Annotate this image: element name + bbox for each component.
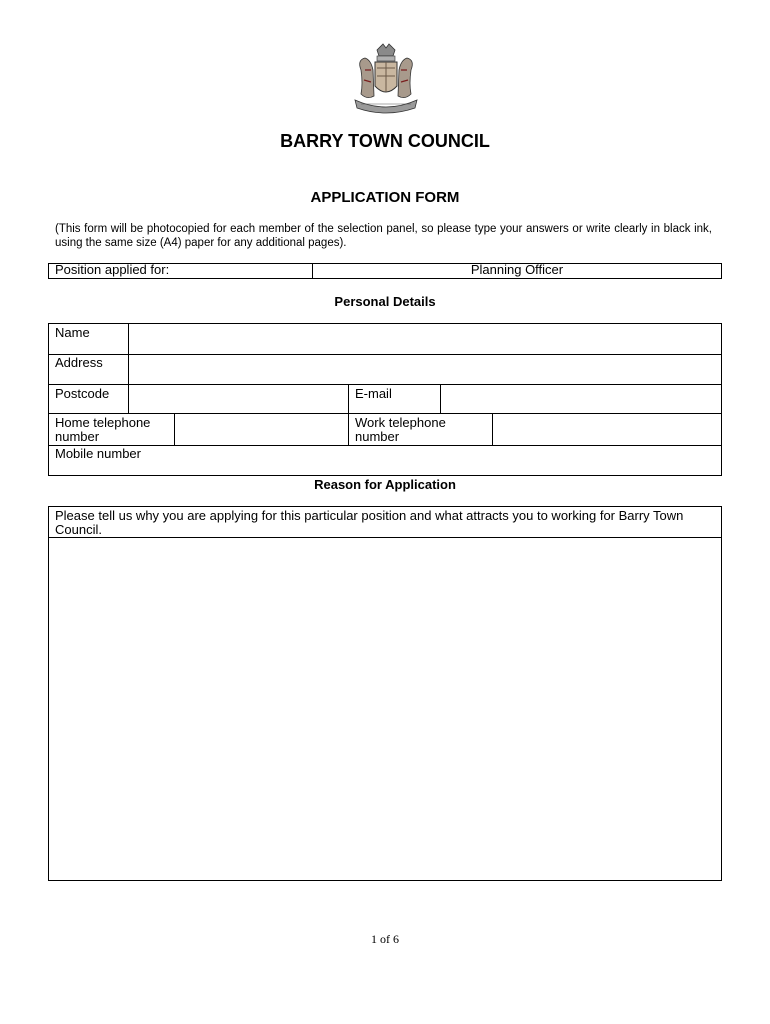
reason-prompt: Please tell us why you are applying for this particular position and what attracts you to working for Barry Town Council.: [55, 508, 684, 537]
coat-of-arms-icon: [347, 40, 425, 118]
reason-heading: Reason for Application: [314, 477, 456, 492]
page-number: 1 of 6: [371, 932, 399, 946]
postcode-input[interactable]: [129, 385, 348, 413]
name-input[interactable]: [129, 324, 721, 354]
position-label: Position applied for:: [55, 262, 170, 277]
intro-text: (This form will be photocopied for each member of the selection panel, so please type your answers or write clearly in black ink, using the same size (A4) paper for any additional pages).: [55, 223, 712, 249]
form-title: APPLICATION FORM: [310, 189, 460, 206]
mobile-input[interactable]: [160, 446, 721, 475]
address-label: Address: [55, 355, 103, 370]
postcode-label: Postcode: [55, 386, 110, 401]
email-input[interactable]: [441, 385, 721, 413]
work-phone-input[interactable]: [493, 414, 721, 445]
name-label: Name: [55, 325, 90, 340]
email-label: E-mail: [355, 386, 392, 401]
mobile-label: Mobile number: [55, 446, 141, 461]
reason-answer-area[interactable]: [49, 538, 721, 880]
home-phone-input[interactable]: [175, 414, 348, 445]
personal-details-heading: Personal Details: [334, 294, 436, 309]
org-name: BARRY TOWN COUNCIL: [280, 131, 490, 151]
address-input[interactable]: [129, 355, 721, 384]
work-phone-label: Work telephone number: [355, 415, 446, 444]
home-phone-label: Home telephone number: [55, 415, 151, 444]
position-value[interactable]: Planning Officer: [470, 262, 564, 277]
